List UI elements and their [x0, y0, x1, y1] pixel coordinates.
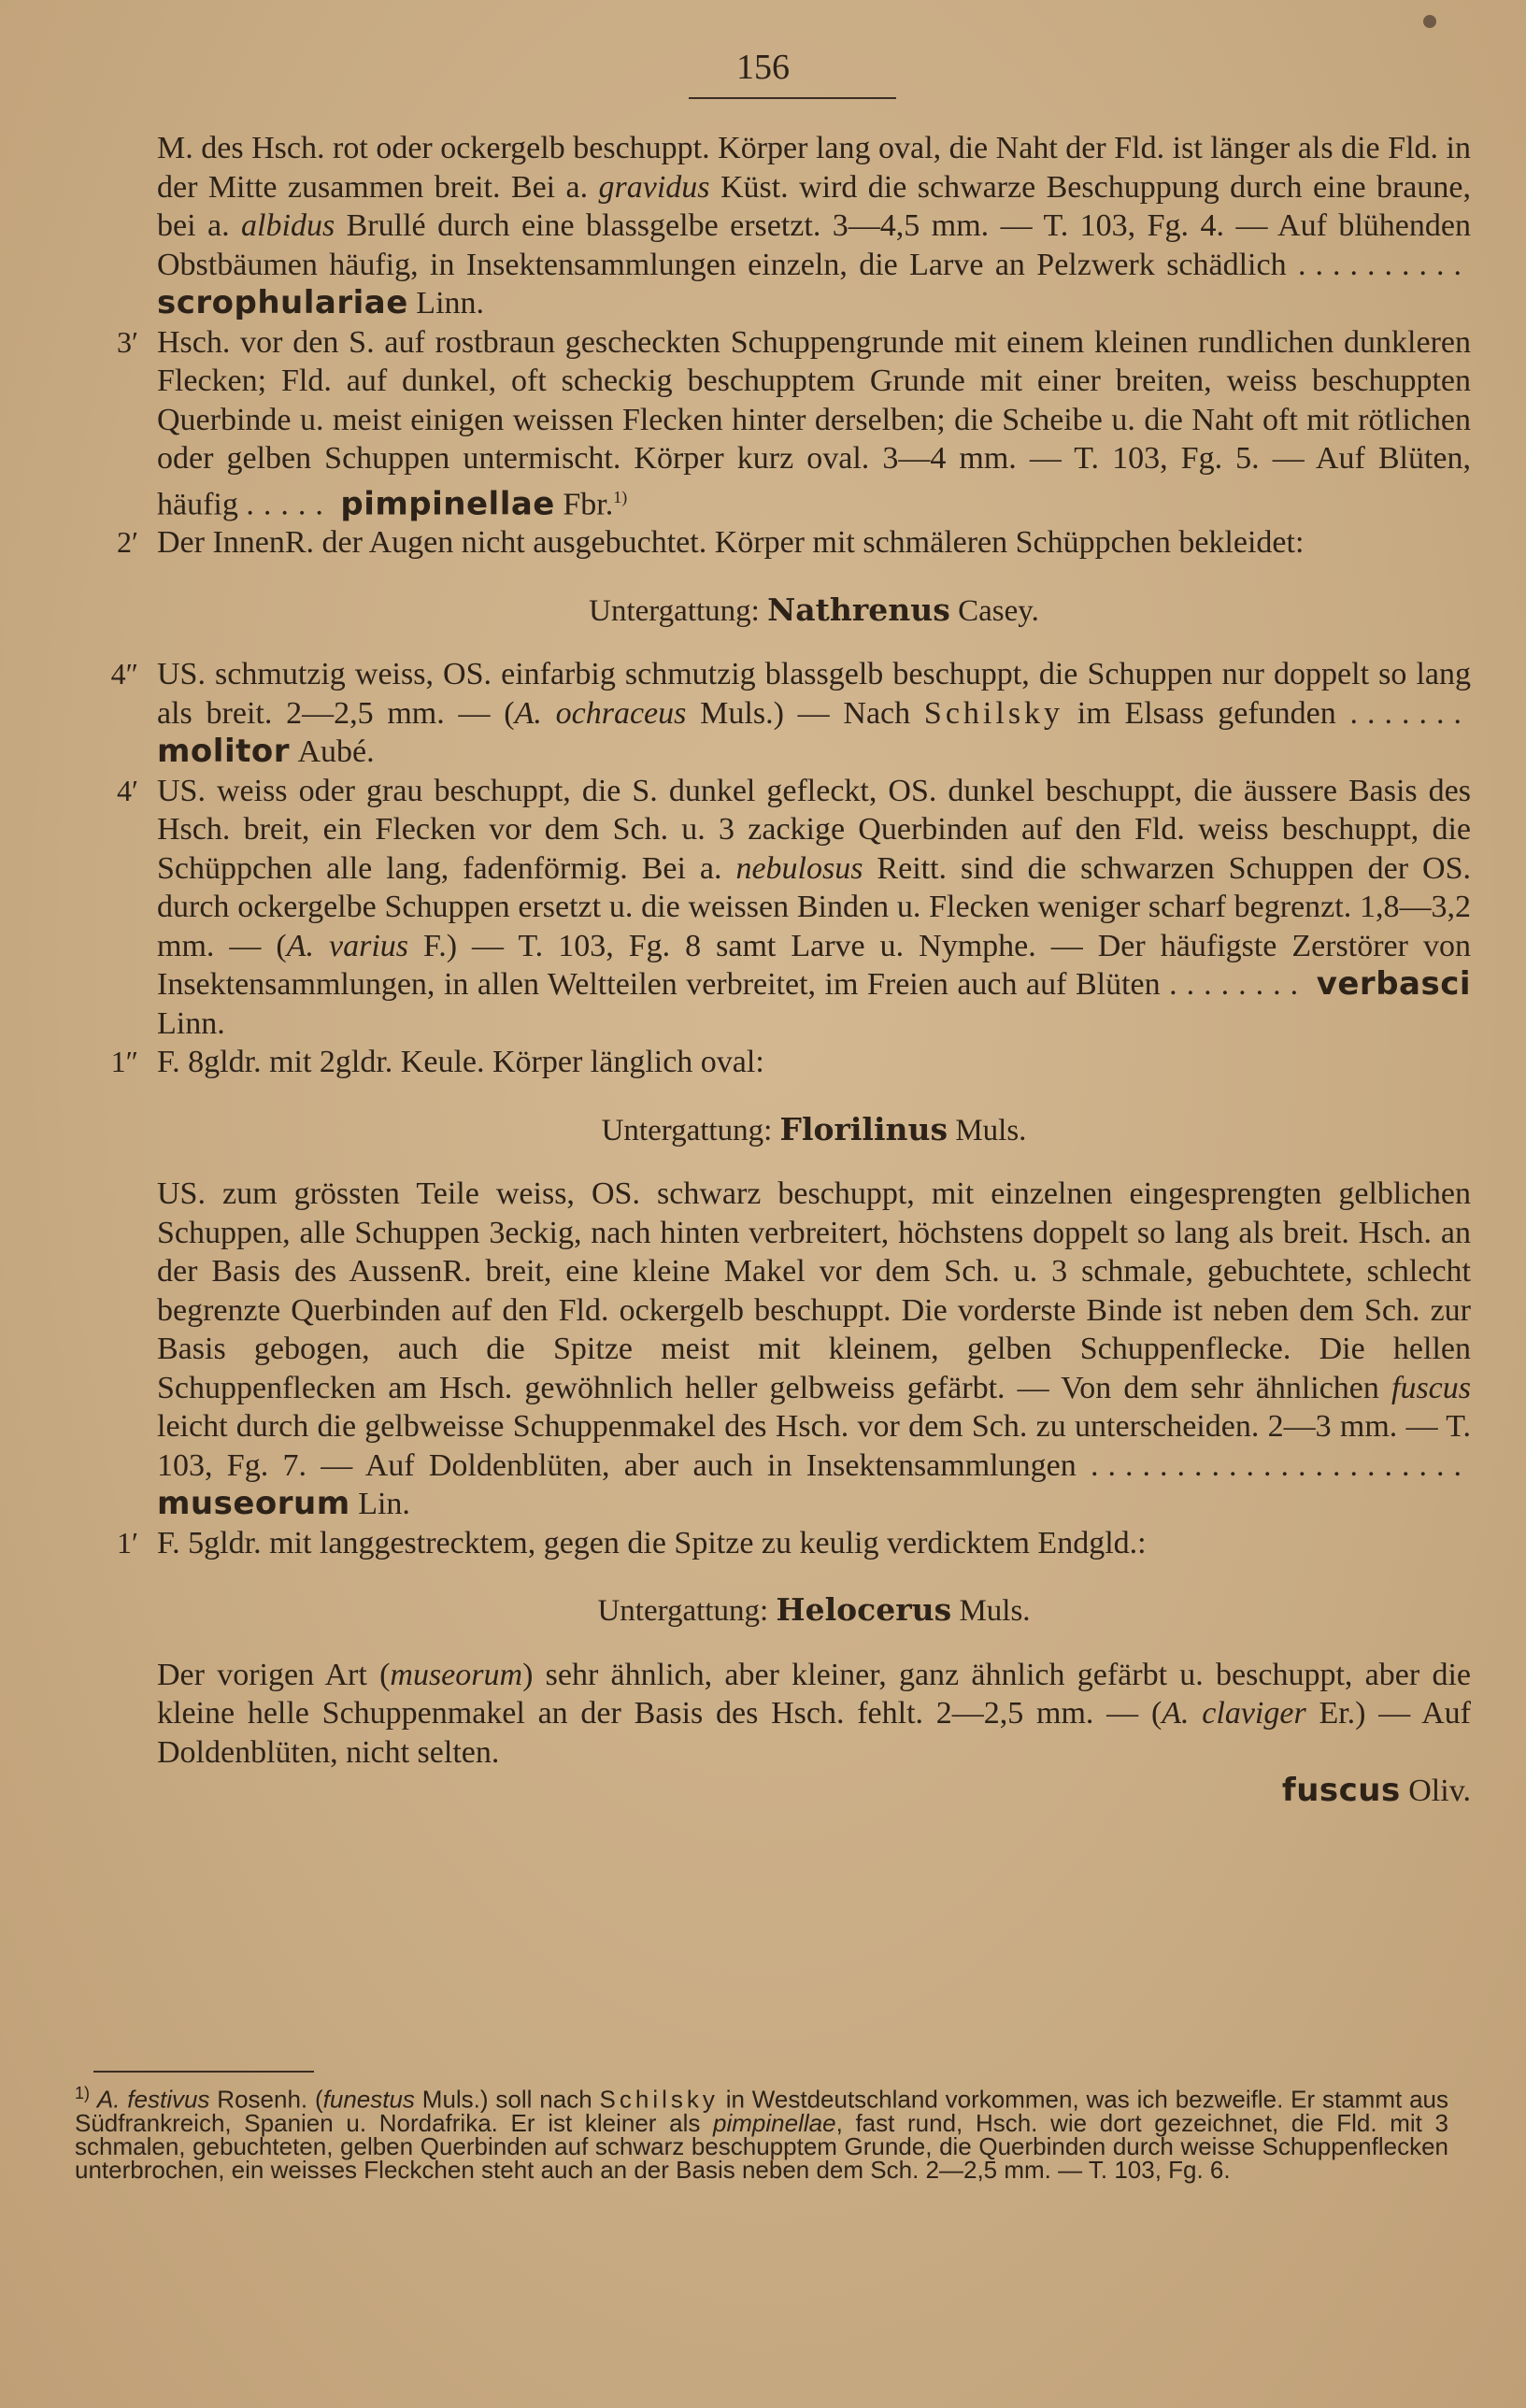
key-number: 2′ — [117, 525, 138, 560]
leader-dots: ..... — [246, 486, 333, 521]
key-number: 4′ — [117, 773, 138, 807]
leader-dots: ...................... — [1091, 1447, 1471, 1483]
key-number: 1′ — [117, 1525, 138, 1560]
key-number: 3′ — [117, 324, 138, 359]
species-name: molitor — [157, 733, 290, 771]
subgenus-heading-florilinus: Untergattung: Florilinus Muls. — [601, 1110, 1027, 1147]
subgenus-heading-nathrenus: Untergattung: Nathrenus Casey. — [589, 591, 1039, 628]
page-number: 156 — [736, 48, 790, 87]
species-author: Lin. — [358, 1487, 410, 1522]
paragraph-museorum: US. zum grössten Teile weiss, OS. schwarz beschuppt, mit einzelnen eingesprengten gelblichen Schuppen, alle Schuppen 3eckig, nach hinten verbreitert, höchstens doppelt so lang als breit. Hsch. an der Basis des AussenR. breit, eine kleine Makel vor dem Sch. u. 3 schmale, gebuchtete, schlecht begrenzte Querbinden auf den Fld. ockergelb beschuppt. Die vorderste Binde ist neben dem Sch. zur Basis gebogen, auch die Spitze meist mit kleinem, gelben Schuppenflecke. Die hellen Schuppenflecken am Hsch. gewöhnlich heller gelbweiss gefärbt. — Von dem sehr ähnlichen fuscus leicht durch die gelbweisse Schuppenmakel des Hsch. vor dem Sch. zu unterscheiden. 2—3 mm. — T. 103, Fg. 7. — Auf Doldenblüten, aber auch in Insektensammlungen ...................... museorum Lin. — [157, 1176, 1471, 1523]
header-rule — [689, 97, 896, 99]
species-name: scrophulariae — [157, 284, 408, 321]
leader-dots: ....... — [1349, 695, 1471, 731]
key-entry-4a: 4″ US. schmutzig weiss, OS. einfarbig schmutzig blassgelb beschuppt, die Schuppen nur doppelt so lang als breit. 2—2,5 mm. — (A. ochraceus Muls.) — Nach Schilsky im Elsass gefunden ....... molitor Aubé. — [157, 655, 1471, 772]
species-name: pimpinellae — [340, 484, 555, 522]
subgenus-name: Helocerus — [776, 1591, 952, 1629]
species-author: Linn. — [416, 286, 485, 321]
species-author: Oliv. — [1408, 1774, 1471, 1809]
species-author: Fbr. — [563, 486, 614, 521]
species-line-fuscus — [157, 1772, 1471, 1811]
footnote-rule — [93, 2071, 314, 2073]
paragraph-fuscus: Der vorigen Art (museorum) sehr ähnlich, aber kleiner, ganz ähnlich gefärbt u. beschuppt, aber die kleine helle Schuppenmakel an der Basis des Hsch. fehlt. 2—2,5 mm. — (A. claviger Er.) — Auf Doldenblüten, nicht selten. — [157, 1657, 1471, 1770]
footnote: $^{1)}$ A. festivus Rosenh. (funestus Muls.) soll nach Schilsky in Westdeutschland vorkommen, was ich bezweifle. Er stammt aus Südfrankreich, Spanien u. Nordafrika. Er ist kleiner als pimpinellae, fast rund, Hsch. wie dort gezeichnet, die Fld. mit 3 schmalen, gebuchteten, gelben Querbinden auf schwarz beschupptem Grunde, die Querbinden durch weisse Schuppenflecken unterbrochen, ein weisses Fleckchen steht auch an der Basis neben dem Sch. 2—2,5 mm. — T. 103, Fg. 6. — [75, 2084, 1448, 2184]
subgenus-name: Florilinus — [779, 1110, 948, 1147]
key-number: 1″ — [110, 1045, 138, 1079]
page-body — [110, 129, 1472, 1811]
footnote-marker: 1) — [613, 487, 628, 506]
key-entry-2b: 2′ Der InnenR. der Augen nicht ausgebuchtet. Körper mit schmäleren Schüppchen bekleidet: — [157, 523, 1471, 563]
species-name: museorum — [157, 1485, 350, 1523]
subgenus-heading-helocerus: Untergattung: Helocerus Muls. — [597, 1591, 1031, 1629]
leader-dots: .......... — [1298, 247, 1472, 282]
leader-dots: ........ — [1169, 967, 1308, 1003]
footnote-marker: 1) — [75, 2084, 91, 2102]
species-author: Linn. — [157, 1005, 225, 1041]
species-author: Aubé. — [297, 734, 375, 770]
species-name: fuscus — [1281, 1772, 1401, 1810]
key-entry-3b: 3′ Hsch. vor den S. auf rostbraun gescheckten Schuppengrunde mit einem kleinen rundlichen dunkleren Flecken; Fld. auf dunkel, oft scheckig beschupptem Grunde mit einer breiten, weiss beschuppten Querbinde u. meist einigen weissen Flecken hinter derselben; die Scheibe u. die Naht oft mit rötlichen oder gelben Schuppen untermischt. Körper kurz oval. 3—4 mm. — T. 103, Fg. 5. — Auf Blüten, häufig ..... pimpinellae Fbr.$^{1)}$ — [157, 323, 1471, 524]
key-entry-1a: 1″ F. 8gldr. mit 2gldr. Keule. Körper länglich oval: — [157, 1043, 1471, 1082]
paragraph-scrophulariae: M. des Hsch. rot oder ockergelb beschuppt. Körper lang oval, die Naht der Fld. ist länger als die Fld. in der Mitte zusammen breit. Bei a. gravidus Küst. wird die schwarze Beschuppung durch eine braune, bei a. albidus Brullé durch eine blassgelbe ersetzt. 3—4,5 mm. — T. 103, Fg. 4. — Auf blühenden Obstbäumen häufig, in Insektensammlungen einzeln, die Larve an Pelzwerk schädlich .......... scrophulariae Linn. — [157, 131, 1472, 321]
key-number: 4″ — [110, 657, 138, 691]
ink-speck — [1423, 15, 1436, 28]
key-entry-1b: 1′ F. 5gldr. mit langgestrecktem, gegen die Spitze zu keulig verdicktem Endgld.: — [157, 1524, 1471, 1563]
key-entry-4b: 4′ US. weiss oder grau beschuppt, die S. dunkel gefleckt, OS. dunkel beschuppt, die äussere Basis des Hsch. breit, ein Flecken vor dem Sch. u. 3 zackige Querbinden auf den Fld. weiss beschuppt, die Schüppchen alle lang, fadenförmig. Bei a. nebulosus Reitt. sind die schwarzen Schuppen der OS. durch ockergelbe Schuppen ersetzt u. die weissen Binden u. Flecken weniger scharf begrenzt. 1,8—3,2 mm. — (A. varius F.) — T. 103, Fg. 8 samt Larve u. Nymphe. — Der häufigste Zerstörer von Insektensammlungen, in allen Weltteilen verbreitet, im Freien auch auf Blüten ........ verbasci Linn. — [157, 772, 1471, 1044]
subgenus-name: Nathrenus — [767, 591, 950, 628]
species-name: verbasci — [1316, 965, 1472, 1004]
